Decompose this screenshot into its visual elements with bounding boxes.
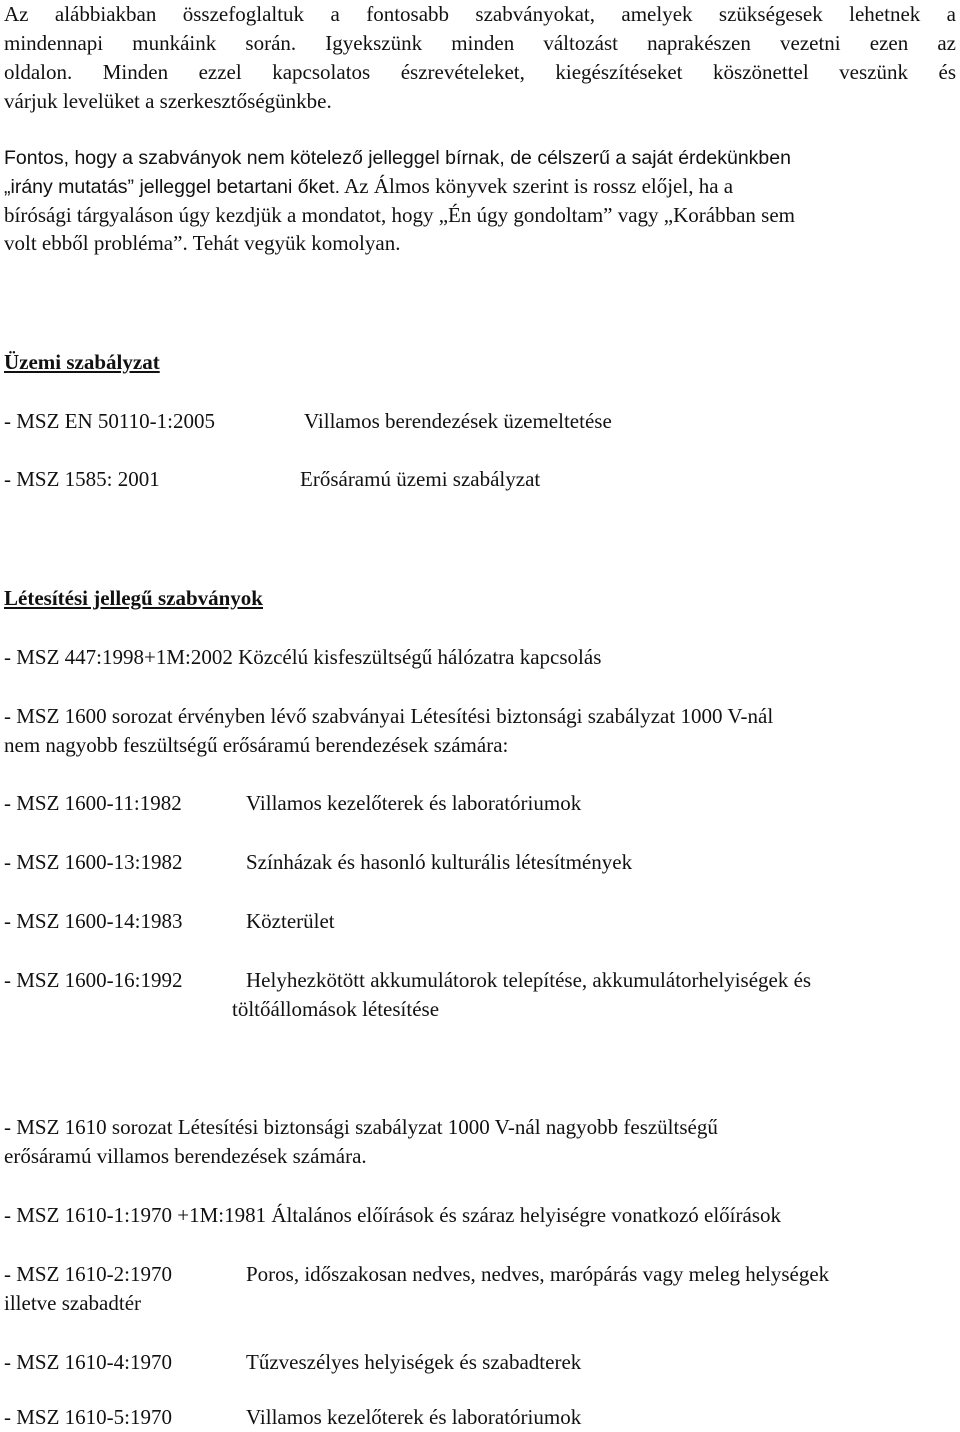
intro-paragraph-line: oldalon. Minden ezzel kapcsolatos észrevételeket, kiegészítéseket köszönettel veszünk és bbox=[4, 60, 956, 84]
standard-item: - MSZ 447:1998+1M:2002 Közcélú kisfeszültségű hálózatra kapcsolás bbox=[4, 645, 602, 669]
standard-item: - MSZ 1610 sorozat Létesítési biztonsági szabályzat 1000 V-nál nagyobb feszültségű bbox=[4, 1115, 718, 1139]
standard-item-continuation: erősáramú villamos berendezések számára. bbox=[4, 1144, 367, 1168]
standard-subitem-continuation: töltőállomások létesítése bbox=[232, 997, 440, 1021]
standard-subitem: - MSZ 1600-16:1992 Helyhezkötött akkumulátorok telepítése, akkumulátorhelyiségek és bbox=[4, 968, 812, 992]
standard-subitem: - MSZ 1610-2:1970 Poros, időszakosan nedves, nedves, marópárás vagy meleg helységek bbox=[4, 1262, 830, 1286]
standard-item: - MSZ EN 50110-1:2005 Villamos berendezések üzemeltetése bbox=[4, 409, 612, 433]
section-heading-installation-standards: Létesítési jellegű szabványok bbox=[4, 586, 263, 610]
intro-paragraph-line: várjuk levelüket a szerkesztőségünkbe. bbox=[4, 89, 332, 113]
standard-subitem: - MSZ 1600-11:1982 Villamos kezelőterek és laboratóriumok bbox=[4, 791, 582, 815]
notice-paragraph-line: Fontos, hogy a szabványok nem kötelező jelleggel bírnak, de célszerű a saját érdekünkben bbox=[4, 147, 791, 169]
section-heading-operating-rules: Üzemi szabályzat bbox=[4, 350, 160, 374]
standard-item: - MSZ 1600 sorozat érvényben lévő szabványai Létesítési biztonsági szabályzat 1000 V-nál bbox=[4, 704, 774, 728]
intro-paragraph-line: Az alábbiakban összefoglaltuk a fontosabb szabványokat, amelyek szükségesek lehetnek a bbox=[4, 2, 956, 26]
intro-paragraph-line: mindennapi munkáink során. Igyekszünk minden változást naprakészen vezetni ezen az bbox=[4, 31, 956, 55]
notice-paragraph-line: „irány mutatás” jelleggel betartani őket. Az Álmos könyvek szerint is rossz előjel, ha a bbox=[4, 174, 734, 198]
standard-item: - MSZ 1610-1:1970 +1M:1981 Általános előírások és száraz helyiségre vonatkozó előírások bbox=[4, 1203, 781, 1227]
notice-paragraph-line: volt ebből probléma”. Tehát vegyük komolyan. bbox=[4, 231, 401, 255]
notice-paragraph-line: bírósági tárgyaláson úgy kezdjük a mondatot, hogy „Én úgy gondoltam” vagy „Korábban sem bbox=[4, 203, 796, 227]
standard-subitem: - MSZ 1600-13:1982 Színházak és hasonló kulturális létesítmények bbox=[4, 850, 633, 874]
standard-subitem: - MSZ 1600-14:1983 Közterület bbox=[4, 909, 335, 933]
standard-subitem: - MSZ 1610-4:1970 Tűzveszélyes helyiségek és szabadterek bbox=[4, 1350, 582, 1374]
standard-item-continuation: nem nagyobb feszültségű erősáramú berendezések számára: bbox=[4, 733, 509, 757]
standard-subitem-continuation: illetve szabadtér bbox=[4, 1291, 142, 1315]
standard-item: - MSZ 1585: 2001 Erősáramú üzemi szabályzat bbox=[4, 467, 541, 491]
standard-subitem: - MSZ 1610-5:1970 Villamos kezelőterek és laboratóriumok bbox=[4, 1405, 582, 1429]
